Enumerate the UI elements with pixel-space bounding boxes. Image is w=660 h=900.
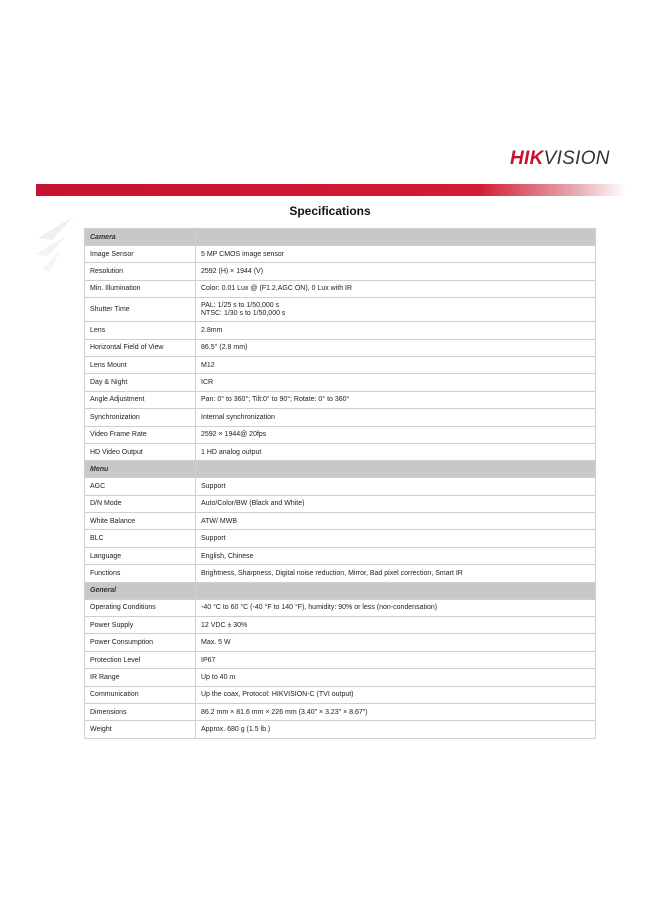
table-row	[85, 513, 596, 530]
section-title: General	[85, 582, 196, 599]
spec-label: Dimensions	[85, 703, 196, 720]
spec-value	[196, 356, 596, 373]
spec-value-line: English, Chinese	[201, 552, 254, 560]
spec-value-line: NTSC: 1/30 s to 1/50,000 s	[201, 309, 286, 317]
spec-value-line: Auto/Color/BW (Black and White)	[201, 500, 305, 508]
spec-value-line: Pan: 0° to 360°; Tilt:0° to 90°; Rotate: 0° to 360°	[201, 396, 350, 404]
spec-label: Video Frame Rate	[85, 426, 196, 443]
table-row	[85, 409, 596, 426]
header-red-bar	[36, 184, 626, 196]
spec-label: Weight	[85, 721, 196, 738]
section-title: Menu	[85, 461, 196, 478]
spec-value	[196, 599, 596, 616]
table-row	[85, 651, 596, 668]
spec-value-line: Approx. 680 g (1.5 lb.)	[201, 726, 271, 734]
table-row	[85, 426, 596, 443]
spec-label: Horizontal Field of View	[85, 339, 196, 356]
spec-value-line: 86.2 mm × 81.6 mm × 226 mm (3.40" × 3.23" × 8.67")	[201, 708, 368, 716]
spec-value	[196, 322, 596, 339]
section-header-general	[85, 582, 596, 599]
spec-label: IR Range	[85, 669, 196, 686]
spec-value	[196, 617, 596, 634]
spec-label: White Balance	[85, 513, 196, 530]
table-row	[85, 565, 596, 582]
table-row	[85, 547, 596, 564]
spec-value-line: M12	[201, 361, 215, 369]
spec-label: Power Consumption	[85, 634, 196, 651]
spec-value-line: PAL: 1/25 s to 1/50,000 s	[201, 301, 280, 309]
spec-value-line: Up to 40 m	[201, 673, 236, 681]
spec-value	[196, 339, 596, 356]
spec-value-line: ICR	[201, 379, 214, 387]
spec-value-line: ATW/ MWB	[201, 517, 238, 525]
spec-value	[196, 426, 596, 443]
spec-value	[196, 263, 596, 280]
table-row	[85, 391, 596, 408]
spec-value	[196, 547, 596, 564]
spec-label: HD Video Output	[85, 443, 196, 460]
spec-label: Power Supply	[85, 617, 196, 634]
table-row	[85, 495, 596, 512]
spec-value-line: 12 VDC ± 30%	[201, 621, 248, 629]
spec-value-line: 2592 (H) × 1944 (V)	[201, 268, 264, 276]
spec-value	[196, 374, 596, 391]
spec-label: Synchronization	[85, 409, 196, 426]
spec-value	[196, 246, 596, 263]
table-row	[85, 703, 596, 720]
spec-label: Day & Night	[85, 374, 196, 391]
spec-label: Resolution	[85, 263, 196, 280]
spec-label: Communication	[85, 686, 196, 703]
spec-label: AGC	[85, 478, 196, 495]
section-header-blank	[196, 461, 596, 478]
table-row	[85, 322, 596, 339]
spec-value	[196, 478, 596, 495]
spec-value	[196, 669, 596, 686]
spec-table	[84, 228, 596, 739]
spec-label: Operating Conditions	[85, 599, 196, 616]
spec-table-body	[85, 229, 596, 739]
spec-value	[196, 686, 596, 703]
table-row	[85, 721, 596, 738]
table-row	[85, 530, 596, 547]
table-row	[85, 617, 596, 634]
spec-label: Language	[85, 547, 196, 564]
table-row	[85, 246, 596, 263]
spec-value	[196, 651, 596, 668]
spec-value	[196, 495, 596, 512]
spec-value	[196, 280, 596, 297]
table-row	[85, 669, 596, 686]
spec-value-line: Up the coax, Protocol: HIKVISION-C (TVI output)	[201, 691, 354, 699]
spec-value-line: Support	[201, 535, 226, 543]
spec-value-line: 86.5° (2.8 mm)	[201, 344, 248, 352]
table-row	[85, 374, 596, 391]
table-row	[85, 263, 596, 280]
spec-label: BLC	[85, 530, 196, 547]
table-row	[85, 599, 596, 616]
spec-value-line: Color: 0.01 Lux @ (F1.2,AGC ON), 0 Lux with IR	[201, 285, 353, 293]
brand-logo	[510, 148, 610, 170]
spec-value-line: 2592 × 1944@ 20fps	[201, 431, 267, 439]
spec-value-line: IP67	[201, 656, 216, 664]
table-row	[85, 280, 596, 297]
table-row	[85, 339, 596, 356]
table-row	[85, 443, 596, 460]
table-row	[85, 686, 596, 703]
spec-value-line: 2.8mm	[201, 326, 223, 334]
spec-label: Shutter Time	[85, 298, 196, 322]
spec-label: D/N Mode	[85, 495, 196, 512]
spec-value-line: Internal synchronization	[201, 413, 275, 421]
section-title: Camera	[85, 229, 196, 246]
spec-value	[196, 409, 596, 426]
spec-value-line: Brightness, Sharpness, Digital noise reduction, Mirror, Bad pixel correction, Smart IR	[201, 569, 463, 577]
brand-logo-vision: VISION	[543, 148, 610, 169]
spec-label: Angle Adjustment	[85, 391, 196, 408]
spec-value	[196, 565, 596, 582]
spec-label: Protection Level	[85, 651, 196, 668]
spec-value	[196, 703, 596, 720]
section-header-menu	[85, 461, 596, 478]
spec-value-line: 5 MP CMOS image sensor	[201, 250, 285, 258]
table-row	[85, 634, 596, 651]
spec-value-line: -40 °C to 60 °C (-40 °F to 140 °F), humidity: 90% or less (non-condensation)	[201, 604, 438, 612]
spec-label: Image Sensor	[85, 246, 196, 263]
spec-value	[196, 443, 596, 460]
page-title: Specifications	[289, 204, 371, 218]
spec-value	[196, 530, 596, 547]
brand-logo-hik: HIK	[510, 148, 544, 169]
spec-label: Functions	[85, 565, 196, 582]
section-header-blank	[196, 582, 596, 599]
spec-value-line: Support	[201, 482, 226, 490]
spec-value	[196, 634, 596, 651]
table-row	[85, 356, 596, 373]
spec-value	[196, 721, 596, 738]
table-row	[85, 478, 596, 495]
spec-value	[196, 513, 596, 530]
spec-value-line: 1 HD analog output	[201, 448, 262, 456]
spec-value-line: Max. 5 W	[201, 639, 231, 647]
spec-value	[196, 391, 596, 408]
spec-label: Lens Mount	[85, 356, 196, 373]
section-header-blank	[196, 229, 596, 246]
spec-label: Lens	[85, 322, 196, 339]
spec-label: Min. Illumination	[85, 280, 196, 297]
decorative-swoosh-icon	[36, 210, 86, 280]
table-row	[85, 298, 596, 322]
spec-value	[196, 298, 596, 322]
section-header-camera	[85, 229, 596, 246]
